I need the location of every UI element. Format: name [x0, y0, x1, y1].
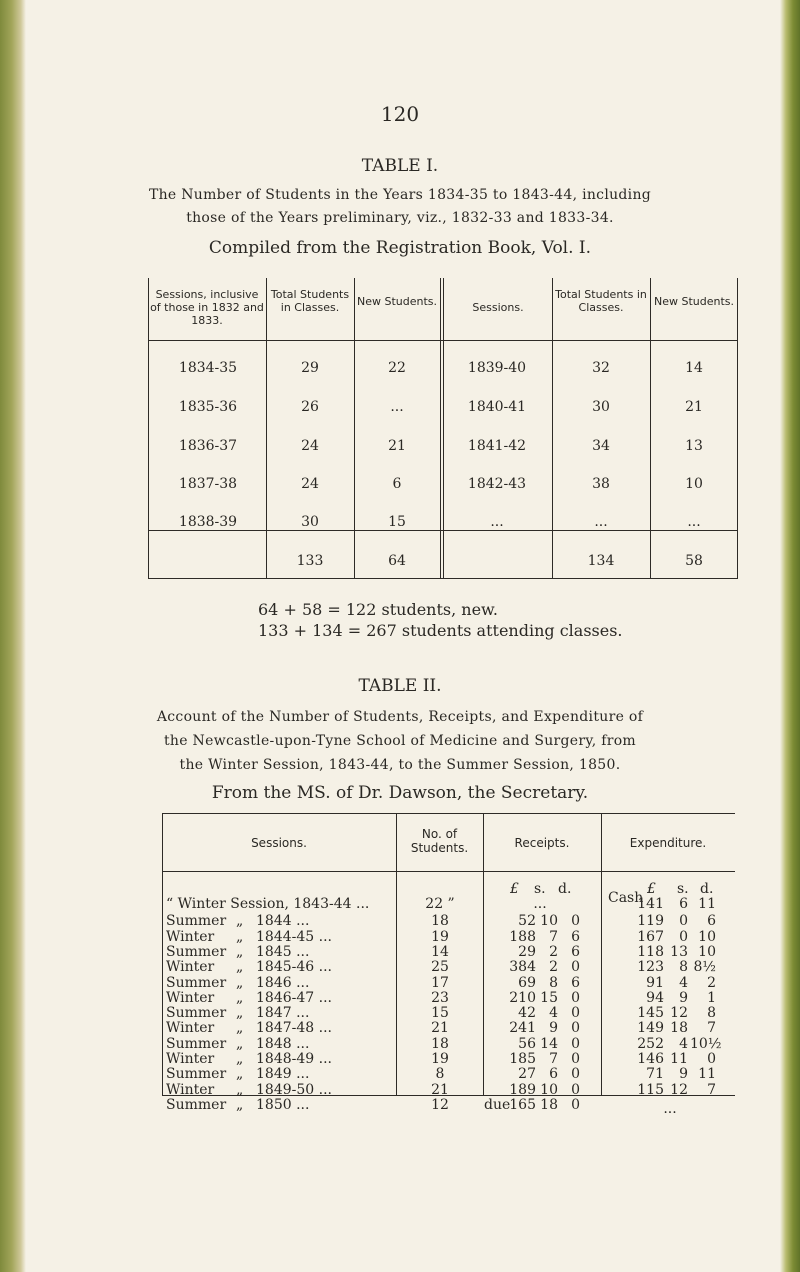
table1-cell: 6: [392, 476, 402, 492]
table1-cell: 1841-42: [467, 438, 527, 454]
row-season: Summer: [166, 974, 227, 991]
row-receipt-shillings: 4: [549, 1005, 558, 1022]
table1-header-sessions-left: Sessions, inclusive of those in 1832 and 1833.: [150, 288, 264, 327]
row-exp-pence: 7: [707, 1081, 716, 1098]
table2-header-students: No. of Students.: [410, 827, 469, 855]
table1-cell: 30: [301, 514, 319, 530]
row-exp-pence: 1: [707, 989, 716, 1006]
row-receipt-shillings: 7: [549, 928, 558, 945]
receipts-pence-header: d.: [558, 881, 572, 897]
table1-cell: 1839-40: [467, 360, 527, 376]
row-students: 17: [431, 974, 449, 991]
first-row-exp-shillings: 6: [679, 896, 688, 912]
table1-header-total-left: Total Students in Classes.: [270, 288, 350, 314]
row-receipt-prefix: due: [484, 1096, 511, 1113]
row-exp-pounds: 123: [637, 959, 664, 976]
row-exp-shillings: 12: [670, 1005, 688, 1022]
first-row-label: “ Winter Session, 1843-44 ...: [166, 896, 370, 912]
first-row-students: 22 ”: [425, 896, 455, 912]
table1-cell: 21: [388, 438, 406, 454]
row-receipt-shillings: 7: [549, 1051, 558, 1067]
row-students: 21: [431, 1081, 449, 1098]
row-exp-shillings: 4: [679, 974, 688, 991]
row-year: 1845-46 ...: [256, 959, 332, 976]
expenditure-shilling-header: s.: [677, 881, 689, 897]
row-ditto: „: [236, 1081, 244, 1098]
table1-cell: 1837-38: [178, 476, 238, 492]
row-year: 1847-48 ...: [256, 1020, 332, 1037]
row-students: 15: [431, 1005, 449, 1022]
first-row-exp-pounds: 141: [637, 896, 664, 912]
row-receipt-pounds: 241: [509, 1020, 536, 1037]
row-students: 25: [431, 959, 449, 976]
row-students: 21: [431, 1020, 449, 1037]
row-exp-pounds: 146: [637, 1051, 664, 1067]
expenditure-pence-header: d.: [700, 881, 714, 897]
row-receipt-shillings: 9: [549, 1020, 558, 1037]
row-receipt-pence: 6: [571, 928, 580, 945]
row-receipt-shillings: 8: [549, 974, 558, 991]
table1-subtitle-line1: The Number of Students in the Years 1834-35 to 1843-44, including: [148, 187, 652, 203]
row-exp-pounds: 167: [637, 928, 664, 945]
row-receipt-pounds: 27: [518, 1066, 536, 1083]
row-exp-shillings: 9: [679, 989, 688, 1006]
row-exp-shillings: 13: [670, 943, 688, 960]
row-exp-pounds: 115: [637, 1081, 664, 1098]
row-students: 18: [431, 1035, 449, 1052]
row-season: Summer: [166, 1066, 227, 1083]
table1-cell: 24: [301, 438, 319, 454]
table1-header-new-right: New Students.: [653, 295, 735, 308]
row-exp-shillings: 9: [679, 1066, 688, 1083]
table1-total-right-students: 134: [587, 553, 615, 569]
row-exp-pence: 10: [698, 943, 716, 960]
table1-cell: 1838-39: [178, 514, 238, 530]
row-season: Summer: [166, 1005, 227, 1022]
row-exp-pence: 6: [707, 913, 716, 930]
row-exp-pounds: 119: [637, 913, 664, 930]
table1-cell: 32: [592, 360, 610, 376]
table1-header-total-right: Total Students in Classes.: [555, 288, 647, 314]
row-receipt-pence: 0: [571, 913, 580, 930]
row-ditto: „: [236, 1066, 244, 1083]
table2-subtitle-line1: Account of the Number of Students, Receipts, and Expenditure of: [156, 709, 644, 725]
table1-cell: 15: [388, 514, 406, 530]
table1-cell: 24: [301, 476, 319, 492]
row-ditto: „: [236, 928, 244, 945]
table2-header-receipts: Receipts.: [514, 836, 570, 850]
row-ditto: „: [236, 1020, 244, 1037]
table1-cell: ...: [390, 399, 404, 415]
row-receipt-pence: 0: [571, 1066, 580, 1083]
table1-cell: 1834-35: [178, 360, 238, 376]
row-year: 1849-50 ...: [256, 1081, 332, 1098]
row-year: 1848-49 ...: [256, 1051, 332, 1067]
table1-cell: 29: [301, 360, 319, 376]
row-receipt-pounds: 29: [518, 943, 536, 960]
table2-source: From the MS. of Dr. Dawson, the Secretary.: [211, 783, 589, 803]
row-season: Winter: [166, 1051, 215, 1067]
row-season: Winter: [166, 1081, 215, 1098]
row-students: 19: [431, 928, 449, 945]
row-exp-pounds: 118: [637, 943, 664, 960]
row-ditto: „: [236, 959, 244, 976]
row-year: 1844 ...: [256, 913, 310, 930]
row-receipt-pence: 6: [571, 943, 580, 960]
row-ditto: „: [236, 974, 244, 991]
row-students: 14: [431, 943, 449, 960]
row-season: Summer: [166, 1096, 227, 1113]
row-exp-pounds: ...: [663, 1100, 677, 1117]
table1-cell: 1842-43: [467, 476, 527, 492]
table1-header-sessions-right: Sessions.: [472, 301, 524, 314]
row-year: 1846 ...: [256, 974, 310, 991]
table1-cell: 10: [685, 476, 703, 492]
receipts-shilling-header: s.: [534, 881, 546, 897]
row-receipt-pence: 0: [571, 1081, 580, 1098]
row-year: 1845 ...: [256, 943, 310, 960]
table1-cell: ...: [687, 514, 701, 530]
row-receipt-pounds: 185: [509, 1051, 536, 1067]
table1-title: TABLE I.: [361, 156, 439, 176]
row-receipt-pence: 0: [571, 959, 580, 976]
row-students: 19: [431, 1051, 449, 1067]
row-exp-pence: 0: [707, 1051, 716, 1067]
row-year: 1849 ...: [256, 1066, 310, 1083]
row-exp-shillings: 12: [670, 1081, 688, 1098]
table2-subtitle-line3: the Winter Session, 1843-44, to the Summer Session, 1850.: [179, 757, 621, 773]
row-season: Winter: [166, 1020, 215, 1037]
row-exp-shillings: 11: [670, 1051, 688, 1067]
row-year: 1847 ...: [256, 1005, 310, 1022]
row-exp-pence: 7: [707, 1020, 716, 1037]
row-receipt-pounds: 69: [518, 974, 536, 991]
row-year: 1846-47 ...: [256, 989, 332, 1006]
row-students: 18: [431, 913, 449, 930]
row-exp-pence: 8: [707, 1005, 716, 1022]
table2-title: TABLE II.: [358, 676, 442, 696]
table1-cell: 1840-41: [467, 399, 527, 415]
row-exp-pence: 2: [707, 974, 716, 991]
row-receipt-pounds: 189: [509, 1081, 536, 1098]
row-receipt-pence: 0: [571, 1005, 580, 1022]
row-receipt-pence: 0: [571, 1035, 580, 1052]
table2-header-sessions: Sessions.: [251, 836, 307, 850]
row-season: Winter: [166, 959, 215, 976]
row-season: Summer: [166, 1035, 227, 1052]
row-exp-pounds: 91: [646, 974, 664, 991]
table1-source: Compiled from the Registration Book, Vol. I.: [208, 238, 592, 258]
page-number: 120: [380, 102, 420, 126]
row-receipt-shillings: 14: [540, 1035, 558, 1052]
row-ditto: „: [236, 913, 244, 930]
row-exp-pounds: 252: [637, 1035, 664, 1052]
table2-header-expenditure: Expenditure.: [629, 836, 707, 850]
table1-header-new-left: New Students.: [356, 295, 438, 308]
row-receipt-shillings: 15: [540, 989, 558, 1006]
row-exp-pence: 11: [698, 1066, 716, 1083]
row-receipt-pounds: 56: [518, 1035, 536, 1052]
row-receipt-shillings: 10: [540, 1081, 558, 1098]
row-exp-pounds: 149: [637, 1020, 664, 1037]
row-receipt-shillings: 6: [549, 1066, 558, 1083]
row-exp-pounds: 94: [646, 989, 664, 1006]
table1-summary-line1: 64 + 58 = 122 students, new.: [258, 600, 498, 619]
row-receipt-shillings: 2: [549, 959, 558, 976]
row-exp-pounds: 71: [646, 1066, 664, 1083]
table1-cell: 34: [592, 438, 610, 454]
row-students: 12: [431, 1096, 449, 1113]
row-receipt-pounds: 165: [509, 1096, 536, 1113]
row-receipt-pounds: 42: [518, 1005, 536, 1022]
table1-total-right-new: 58: [685, 553, 703, 569]
table1-cell: 14: [685, 360, 703, 376]
row-ditto: „: [236, 1035, 244, 1052]
row-receipt-pounds: 384: [509, 959, 536, 976]
row-receipt-pence: 0: [571, 989, 580, 1006]
row-receipt-pounds: 188: [509, 928, 536, 945]
row-ditto: „: [236, 989, 244, 1006]
row-receipt-pence: 0: [571, 1051, 580, 1067]
row-ditto: „: [236, 1096, 244, 1113]
row-receipt-pence: 6: [571, 974, 580, 991]
table1-total-left-students: 133: [296, 553, 324, 569]
table1-cell: 1836-37: [178, 438, 238, 454]
expenditure-pound-header: £: [647, 881, 656, 897]
table1-cell: 26: [301, 399, 319, 415]
row-season: Summer: [166, 913, 227, 930]
row-exp-shillings: 4: [679, 1035, 688, 1052]
row-exp-shillings: 18: [670, 1020, 688, 1037]
row-year: 1850 ...: [256, 1096, 310, 1113]
row-ditto: „: [236, 943, 244, 960]
row-season: Summer: [166, 943, 227, 960]
row-year: 1848 ...: [256, 1035, 310, 1052]
table1-cell: 22: [388, 360, 406, 376]
first-row-exp-pence: 11: [698, 896, 716, 912]
cash-label: Cash: [608, 890, 644, 906]
row-exp-pounds: 145: [637, 1005, 664, 1022]
row-receipt-shillings: 2: [549, 943, 558, 960]
table1-cell: 1835-36: [178, 399, 238, 415]
row-exp-pence: 8½: [693, 959, 716, 976]
row-season: Winter: [166, 989, 215, 1006]
table1-cell: 38: [592, 476, 610, 492]
table1-cell: ...: [594, 514, 608, 530]
row-receipt-pence: 0: [571, 1096, 580, 1113]
row-exp-shillings: 0: [679, 913, 688, 930]
table1-cell: 21: [685, 399, 703, 415]
row-receipt-shillings: 10: [540, 913, 558, 930]
row-receipt-pounds: 210: [509, 989, 536, 1006]
row-exp-shillings: 0: [679, 928, 688, 945]
row-ditto: „: [236, 1051, 244, 1067]
table1-cell: ...: [490, 514, 504, 530]
table1-cell: 30: [592, 399, 610, 415]
receipts-pound-header: £: [510, 881, 519, 897]
row-exp-shillings: 8: [679, 959, 688, 976]
table1-total-left-new: 64: [388, 553, 406, 569]
row-season: Winter: [166, 928, 215, 945]
row-exp-pence: 10½: [690, 1035, 722, 1052]
table1-subtitle-line2: those of the Years preliminary, viz., 1832-33 and 1833-34.: [186, 210, 614, 226]
table2-subtitle-line2: the Newcastle-upon-Tyne School of Medicine and Surgery, from: [163, 733, 636, 749]
row-exp-pence: 10: [698, 928, 716, 945]
table1-summary-line2: 133 + 134 = 267 students attending classes.: [258, 621, 623, 640]
row-year: 1844-45 ...: [256, 928, 332, 945]
row-receipt-pounds: 52: [518, 913, 536, 930]
row-receipt-pence: 0: [571, 1020, 580, 1037]
row-receipt-shillings: 18: [540, 1096, 558, 1113]
row-ditto: „: [236, 1005, 244, 1022]
first-row-receipt: ...: [533, 896, 547, 912]
table1-cell: 13: [685, 438, 703, 454]
row-students: 23: [431, 989, 449, 1006]
row-students: 8: [435, 1066, 445, 1083]
